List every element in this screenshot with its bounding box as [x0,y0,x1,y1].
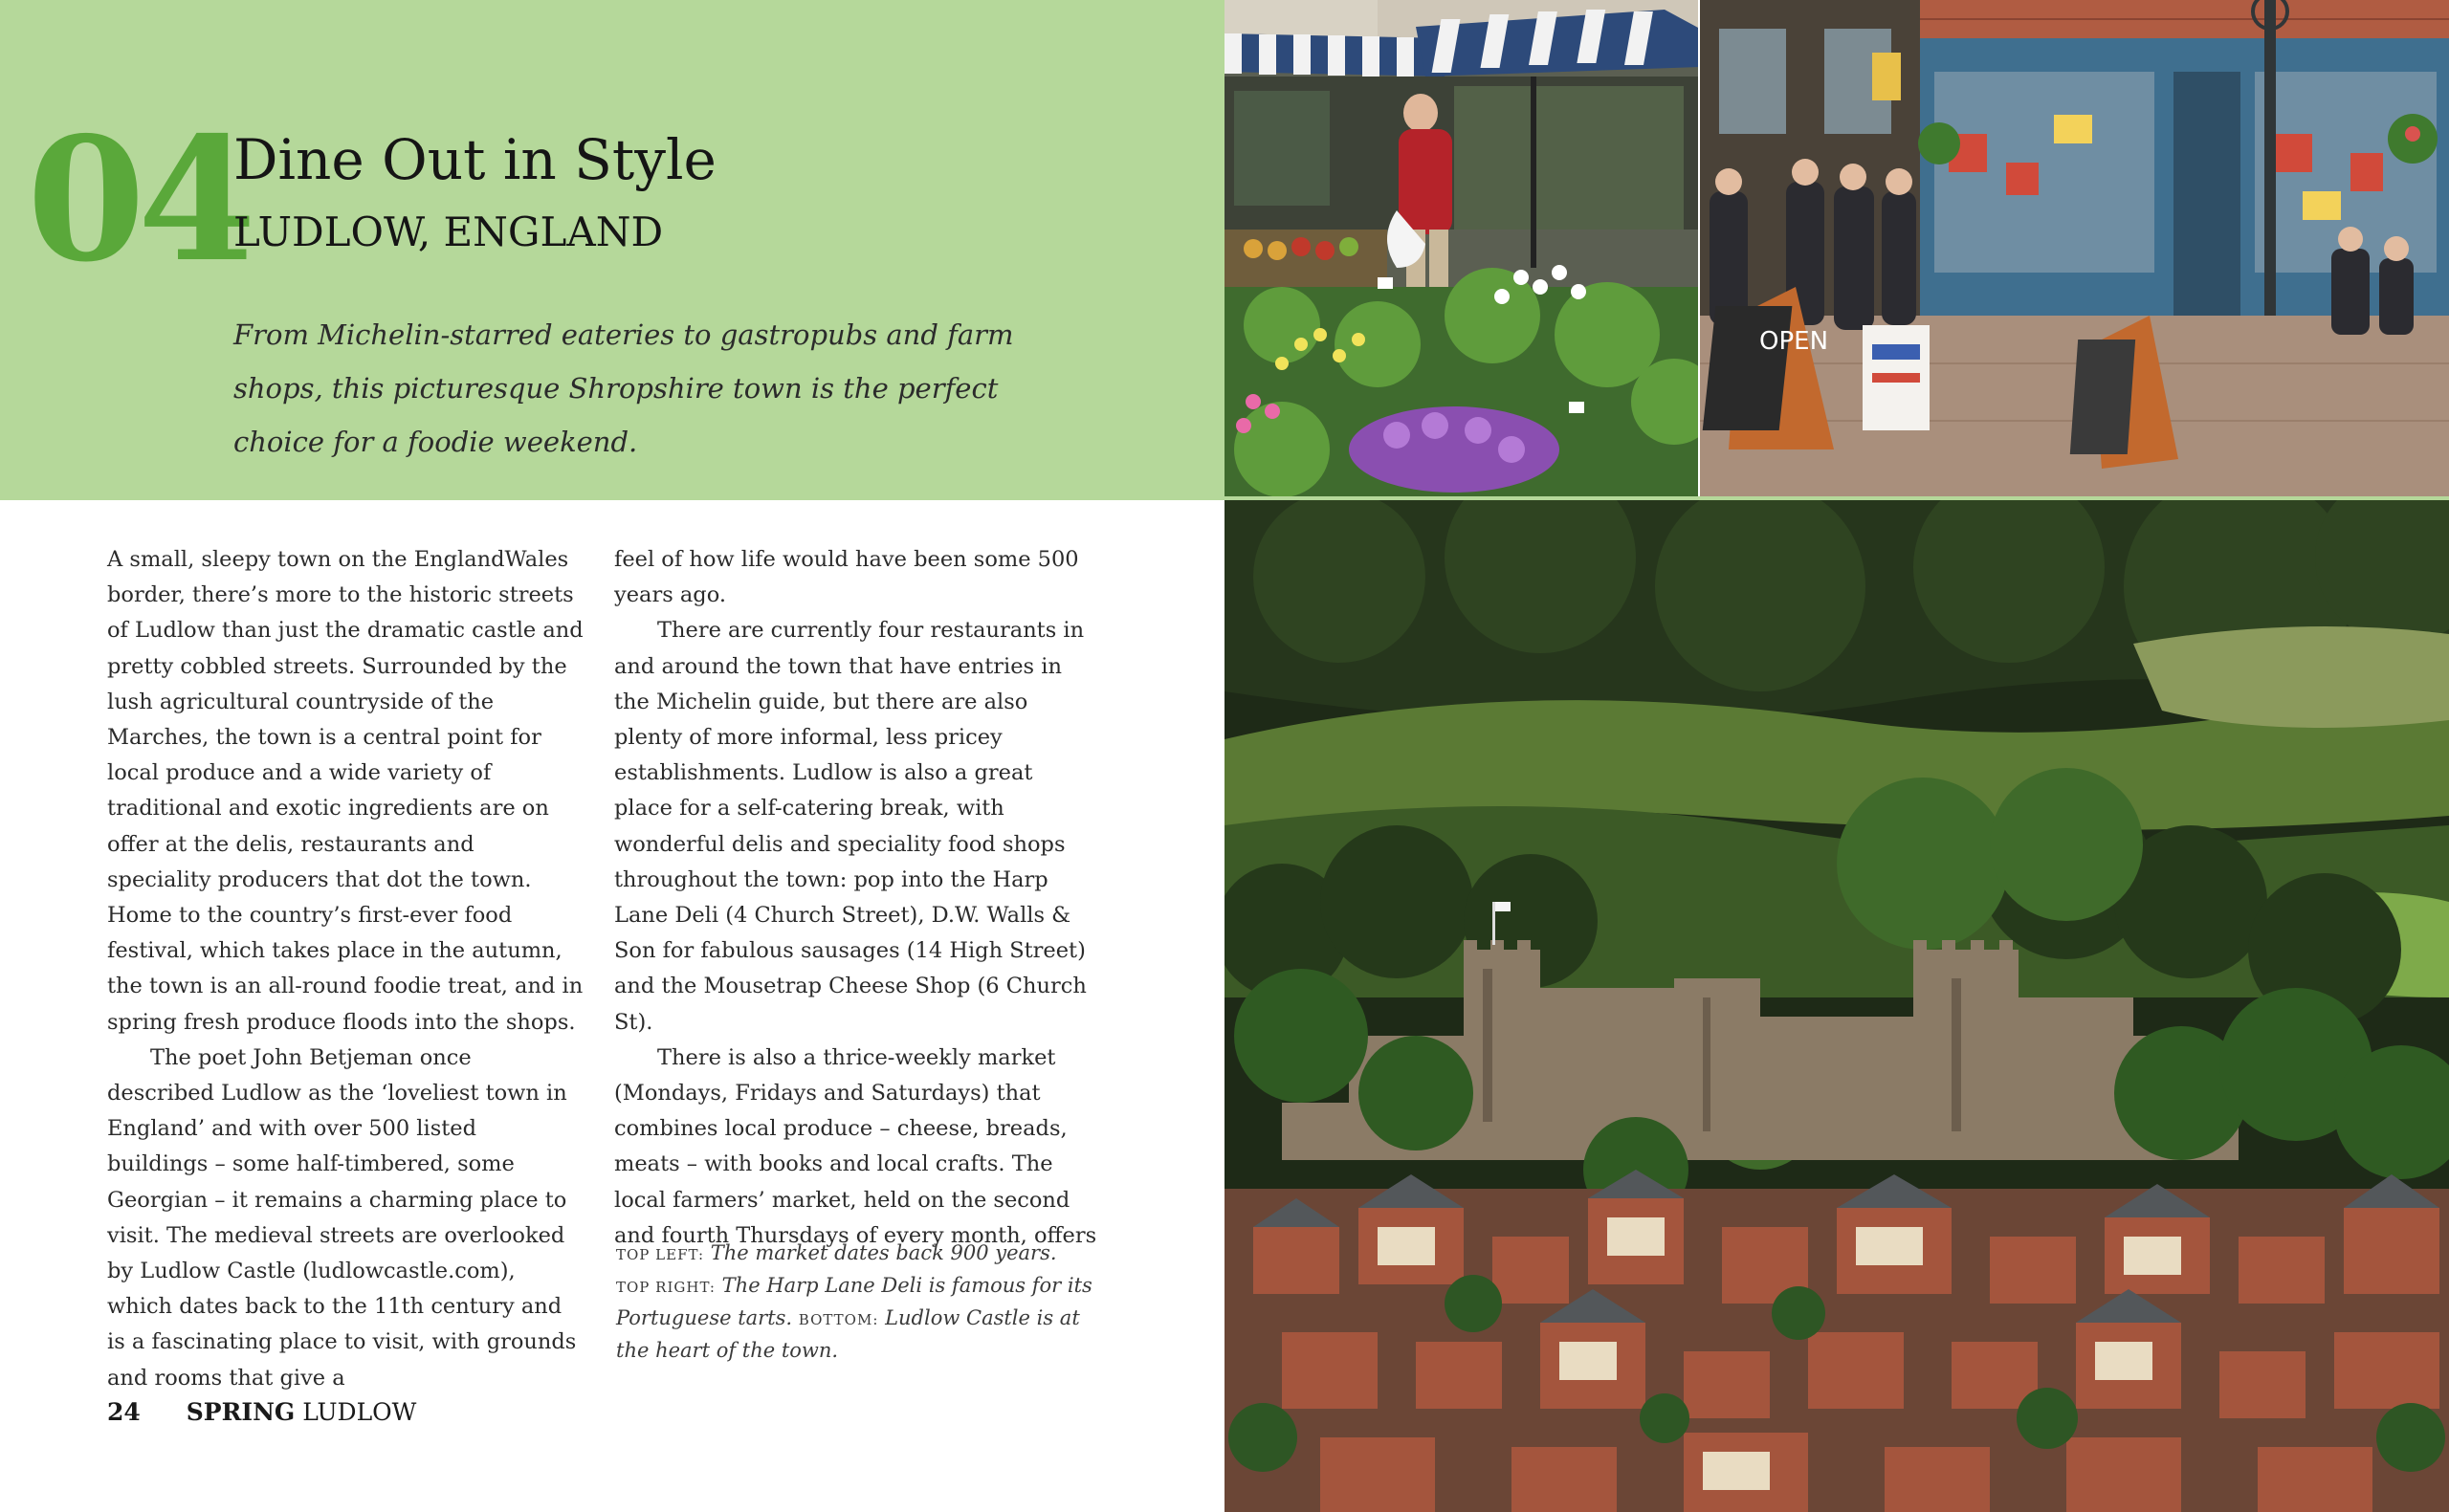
market-photo [1224,0,1700,496]
chapter-intro: From Michelin-starred eateries to gastropubs and farm shops, this picturesque Shropshire town is the perfect choice for a foodie weekend. [233,318,1014,458]
caption-tag-top-left: TOP LEFT: [616,1246,705,1263]
caption-text-top-right: The Harp Lane Deli is famous for its Portuguese tarts. [616,1274,1092,1329]
body-paragraph: There is also a thrice-weekly market (Mondays, Fridays and Saturdays) that combines local produce – cheese, breads, meats – with books and local crafts. The local farmers’ market, held on the second and fourth Thursdays of every month, offers [614,1044,1097,1248]
chapter-location: LUDLOW, ENGLAND [233,208,664,255]
caption-tag-top-right: TOP RIGHT: [616,1279,716,1296]
caption-tag-bottom: BOTTOM: [798,1311,879,1328]
open-sign-text: OPEN [1759,327,1829,356]
body-column-left [107,542,584,1396]
caption-text-bottom: Ludlow Castle is at the heart of the town. [616,1306,1080,1362]
chapter-title: Dine Out in Style [233,127,717,192]
body-paragraph: The poet John Betjeman once described Ludlow as the ‘loveliest town in England’ and with over 500 listed buildings – some half-timbered, some Georgian – it remains a charming place to visit. The medieval streets are overlooked by Ludlow Castle (ludlowcastle.com), which dates back to the 11th century and is a fascinating place to visit, with grounds and rooms that give a [107,1044,577,1391]
body-paragraph: There are currently four restaurants in and around the town that have entries in the Michelin guide, but there are also plenty of more informal, less pricey establishments. Ludlow is also a great place for a self-catering break, with wonderful delis and speciality food shops throughout the town: pop into the Harp Lane Deli (4 Church Street), D.W. Walls & Son for fabulous sausages (14 High Street) and the Mousetrap Cheese Shop (6 Church St). [614,618,1087,1035]
chapter-number: 04 [27,99,249,299]
page-folio [107,1398,416,1426]
photo-caption [616,1238,1094,1366]
section-name: SPRING [186,1398,296,1426]
header-band [0,0,1224,500]
caption-text-top-left: The market dates back 900 years. [710,1241,1057,1264]
deli-photo [1700,0,2449,496]
body-paragraph: feel of how life would have been some 500 years ago. [614,547,1079,608]
castle-photo [1224,500,2449,1512]
body-column-right [614,542,1097,1254]
page-number: 24 [107,1398,141,1426]
section-place: LUDLOW [302,1398,417,1426]
body-paragraph: A small, sleepy town on the EnglandWales border, there’s more to the historic streets of Ludlow than just the dramatic castle and pretty cobbled streets. Surrounded by the lush agricultural countryside of the Marches, the town is a central point for local produce and a wide variety of traditional and exotic ingredients are on offer at the delis, restaurants and speciality producers that dot the town. Home to the country’s first-ever food festival, which takes place in the autumn, the town is an all-round foodie treat, and in spring fresh produce floods into the shops. [107,547,584,1035]
